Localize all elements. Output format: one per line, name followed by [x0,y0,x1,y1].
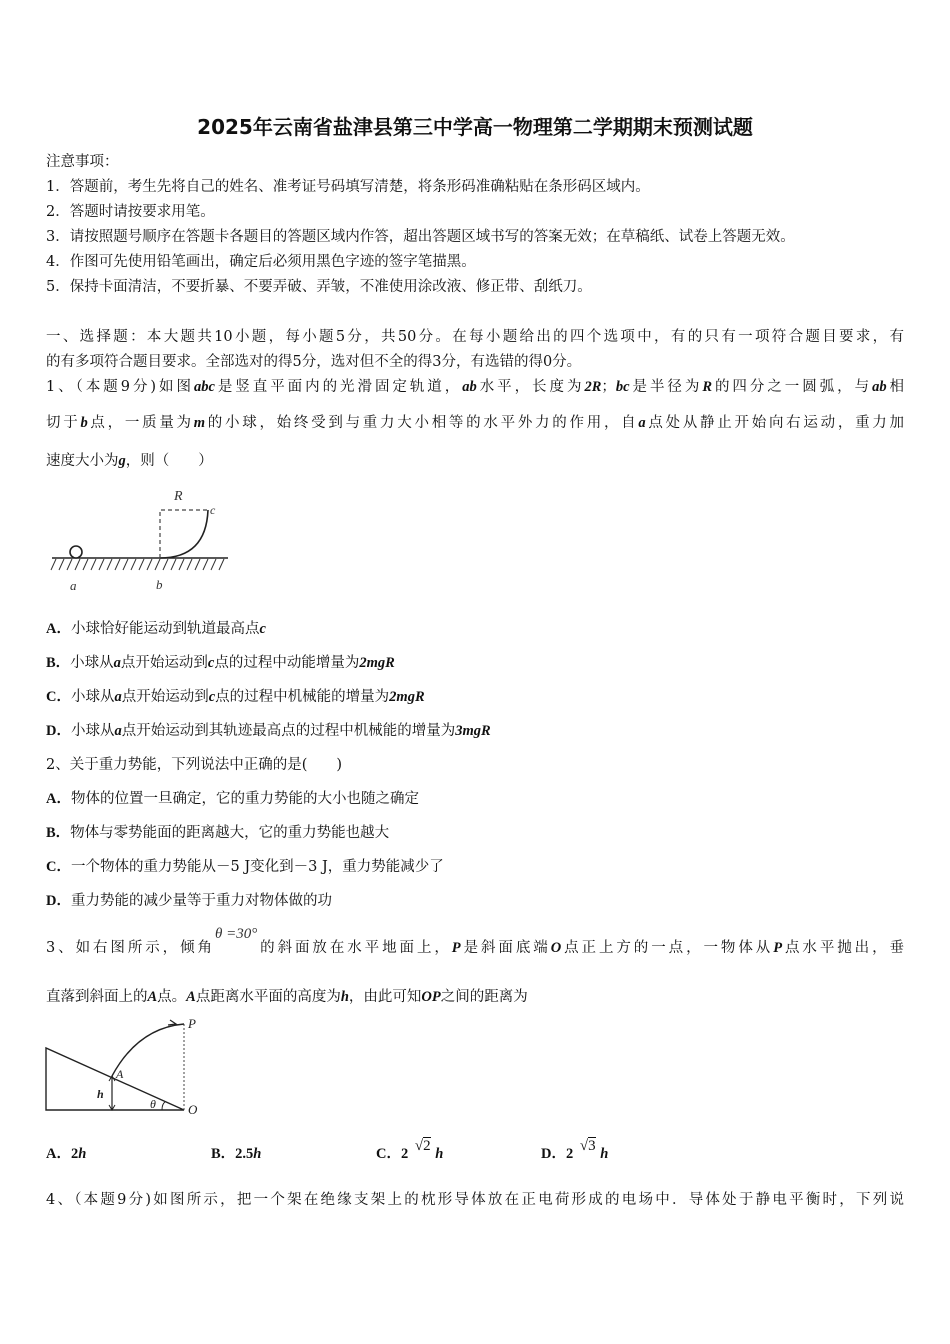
incline [46,1048,184,1110]
text: 点开始运动到 [121,689,209,705]
label-A: A [116,1067,124,1081]
text: 点开始运动到其轨迹最高点的过程中机械能的增量为 [121,723,456,739]
var: a [114,723,122,739]
var: a [114,689,122,705]
text: 点的过程中机械能的增量为 [215,689,390,705]
text: ，由此可知 [348,989,422,1005]
var: a [113,655,121,671]
text: 3、如右图所示，倾角 [46,940,215,956]
var: c [259,621,266,637]
q1-option-d [46,721,491,741]
radicand: 2 [423,1138,431,1154]
text: 是斜面底端 [460,940,551,956]
q4-stem: 4、（本题9分)如图所示，把一个架在绝缘支架上的枕形导体放在正电荷形成的电场中．导体处于静电平衡时，下列说 [46,1192,904,1208]
label-P: P [188,1016,196,1031]
text: ，则（ ） [125,453,213,469]
q1-option-a [46,619,266,639]
text: 的小球，始终受到与重力大小相等的水平外力的作用，自 [205,415,639,431]
text: 小球从 [70,655,114,671]
radius-guides [160,510,208,558]
var: c [207,655,215,671]
option-label: C． [46,859,71,875]
label-h: h [97,1087,104,1101]
q3-choice-a [46,1144,86,1164]
var-O: O [550,940,562,956]
text: 小球从 [70,689,115,705]
option-label: A． [46,791,71,807]
label-a: a [70,578,77,593]
text: 小球恰好能运动到轨道最高点 [70,621,260,637]
var-ab: ab [462,379,477,395]
var-OP: OP [421,989,441,1005]
var-A: A [186,989,196,1005]
text: 物体与零势能面的距离越大，它的重力势能也越大 [70,825,390,841]
var: 3mgR [455,723,491,739]
ground-hatching [51,559,224,570]
q2-option-d [46,891,332,911]
text: 是竖直平面内的光滑固定轨道， [214,379,463,395]
var: 2mgR [389,689,425,705]
option-label: D． [46,723,71,739]
var-A: A [147,989,158,1005]
velocity-arrow [168,1020,176,1025]
q1-option-c [46,687,425,707]
sqrt-2: √2 [414,1138,431,1154]
option-label: D． [46,893,71,909]
option-label: B． [211,1146,236,1162]
text: 小球从 [70,723,115,739]
var-a: a [638,415,646,431]
text: 相 [886,379,905,395]
text: 点开始运动到 [120,655,208,671]
text: 直落到斜面上的 [46,989,148,1005]
q1-track-figure [46,482,236,597]
text: 1、（本题9分)如图 [46,379,194,395]
option-label: C． [46,689,71,705]
q1-stem-line-1 [46,377,904,397]
notice-item-4: 4．作图可先使用铅笔画出，确定后必须用黑色字迹的签字笔描黑。 [46,254,476,270]
text: 物体的位置一旦确定，它的重力势能的大小也随之确定 [70,791,419,807]
var: h [600,1146,609,1162]
radicand: 3 [588,1138,596,1154]
option-label: C． [376,1146,401,1162]
label-O: O [188,1102,198,1117]
q2-option-a [46,789,419,809]
section-instruction-1: 一、选择题：本大题共10小题，每小题5分，共50分。在每小题给出的四个选项中，有的只有一项符合题目要求，有 [46,329,904,345]
label-theta: θ [150,1097,156,1111]
var-R: R [702,379,713,395]
text: 点处从静止开始向右运动，重力加 [645,415,905,431]
coef: 2 [400,1146,409,1162]
q3-stem-line-1 [46,926,905,958]
option-label: D． [541,1146,566,1162]
coef: 2.5 [235,1146,254,1162]
notice-item-3: 3．请按照题号顺序在答题卡各题目的答题区域内作答，超出答题区域书写的答案无效；在草稿纸、试卷上答题无效。 [46,229,795,245]
option-label: A． [46,621,71,637]
sqrt-3: √3 [579,1138,596,1154]
coef: 2 [565,1146,574,1162]
page-title: 2025年云南省盐津县第三中学高一物理第二学期期末预测试题 [197,115,753,139]
text: 切于 [46,415,81,431]
q3-choice-b [211,1144,261,1164]
text: 水平，长度为 [476,379,585,395]
var-b: b [80,415,88,431]
label-R: R [174,489,183,504]
q3-choice-d [541,1138,609,1164]
q2-option-c [46,857,444,877]
option-label: B． [46,655,71,671]
text: 点水平抛出，垂 [782,940,905,956]
var-g: g [118,453,126,469]
var-P: P [773,940,783,956]
label-c: c [210,503,216,517]
label-b: b [156,577,163,592]
var-ab: ab [872,379,887,395]
var: h [435,1146,444,1162]
text: 点的过程中动能增量为 [214,655,360,671]
math-theta-30: θ =30° [214,926,258,942]
text: 一个物体的重力势能从－5 J变化到－3 J，重力势能减少了 [70,859,444,875]
text: 的四分之一圆弧，与 [712,379,873,395]
var-abc: abc [193,379,215,395]
ball [70,546,82,558]
text: 速度大小为 [46,453,119,469]
var: c [208,689,216,705]
section-instruction-2: 的有多项符合题目要求。全部选对的得5分，选对但不全的得3分，有选错的得0分。 [46,354,582,370]
var-m: m [193,415,206,431]
text: 点，一质量为 [87,415,194,431]
notice-heading: 注意事项： [46,154,119,170]
option-label: B． [46,825,71,841]
notice-item-2: 2．答题时请按要求用笔。 [46,204,215,220]
q3-stem-line-2 [46,987,528,1007]
q3-incline-figure [44,1016,209,1118]
q1-option-b [46,653,395,673]
q2-stem: 2、关于重力势能，下列说法中正确的是( ) [46,757,343,773]
arc-track [160,510,208,558]
notice-item-1: 1．答题前，考生先将自己的姓名、准考证号码填写清楚，将条形码准确粘贴在条形码区域内。 [46,179,650,195]
text: 点距离水平面的高度为 [195,989,341,1005]
text: 重力势能的减少量等于重力对物体做的功 [70,893,332,909]
q2-option-b [46,823,389,843]
angle-arc [162,1102,165,1110]
var-h: h [340,989,349,1005]
var-P: P [451,940,461,956]
var-bc: bc [615,379,630,395]
text: ； [601,379,616,395]
coef: 2 [70,1146,79,1162]
q3-choice-c [376,1138,444,1164]
var: h [78,1146,87,1162]
var-2R: 2R [584,379,602,395]
q1-stem-line-2 [46,413,904,433]
option-label: A． [46,1146,71,1162]
text: 是半径为 [629,379,703,395]
var: h [253,1146,262,1162]
notice-item-5: 5．保持卡面清洁，不要折暴、不要弄破、弄皱，不准使用涂改液、修正带、刮纸刀。 [46,279,592,295]
text: 点正上方的一点，一物体从 [561,940,774,956]
text: 点。 [157,989,187,1005]
text: 之间的距离为 [440,989,528,1005]
text: 的斜面放在水平地面上， [257,940,452,956]
q1-stem-line-3 [46,451,213,471]
var: 2mgR [359,655,395,671]
